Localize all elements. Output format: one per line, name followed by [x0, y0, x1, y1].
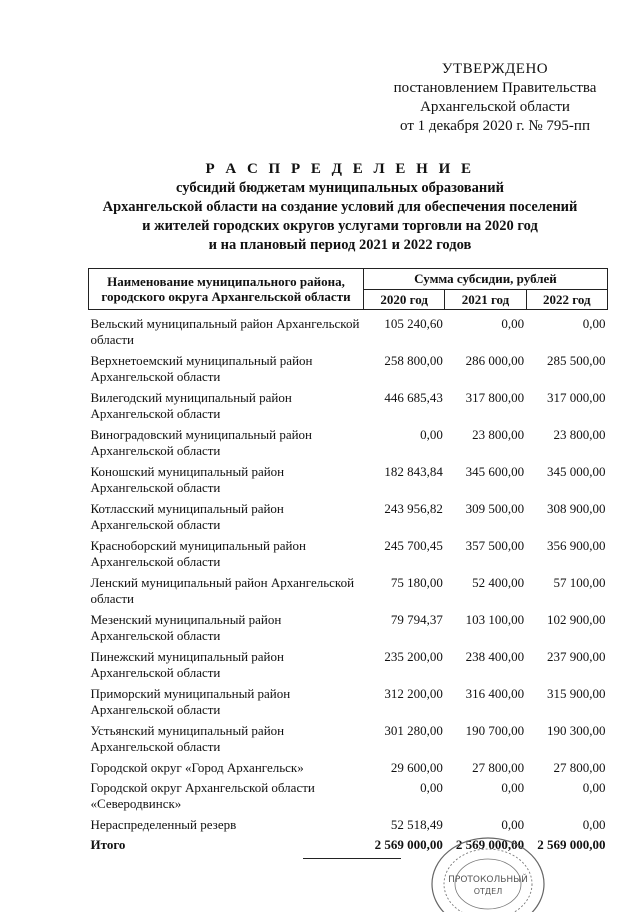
row-value-2021: 357 500,00 [465, 538, 525, 553]
row-name: Коношский муниципальный район Архангельской области [90, 464, 285, 495]
table-row [89, 390, 608, 427]
row-value-2020: 245 700,45 [384, 538, 443, 553]
row-value-2022: 285 500,00 [547, 353, 606, 368]
row-name: Красноборский муниципальный район Архангельской области [90, 538, 306, 569]
heading-line-3: и жителей городских округов услугами торговли на 2020 год [142, 218, 538, 234]
row-name: Устьянский муниципальный район Архангельской области [90, 723, 285, 754]
row-value-2020: 182 843,84 [384, 464, 443, 479]
row-value-2022: 345 000,00 [547, 464, 606, 479]
row-value-2021: 190 700,00 [465, 723, 525, 738]
table-row [89, 649, 608, 686]
row-value-2020: 79 794,37 [390, 612, 443, 627]
table-row [89, 501, 608, 538]
row-value-2020: 243 956,82 [384, 501, 443, 516]
row-value-2021: 0,00 [501, 817, 525, 832]
row-value-2020: 258 800,00 [384, 353, 443, 368]
office-stamp [428, 832, 548, 912]
row-value-2020: 52 518,49 [390, 817, 443, 832]
row-name: Виноградовский муниципальный район Архангельской области [90, 427, 313, 458]
row-value-2021: 286 000,00 [465, 353, 525, 368]
row-name: Мезенский муниципальный район Архангельской области [90, 612, 282, 643]
row-value-2020: 0,00 [420, 427, 443, 442]
approval-line-2: Архангельской области [420, 99, 570, 115]
row-value-2021: 0,00 [501, 780, 525, 795]
column-header-name: Наименование муниципального района, городского округа Архангельской области [89, 269, 364, 310]
table-row [89, 316, 608, 353]
row-value-2020: 0,00 [420, 780, 443, 795]
row-value-2022: 27 800,00 [553, 760, 606, 775]
row-name: Городской округ «Город Архангельск» [90, 760, 304, 775]
signature-line [303, 858, 401, 859]
row-value-2021: 52 400,00 [472, 575, 525, 590]
table-row [89, 353, 608, 390]
row-value-2021: 238 400,00 [465, 649, 525, 664]
column-header-sum: Сумма субсидии, рублей [363, 269, 607, 290]
row-value-2022: 356 900,00 [547, 538, 606, 553]
row-value-2021: 345 600,00 [465, 464, 525, 479]
table-row [89, 427, 608, 464]
row-name: Приморский муниципальный район Архангельской области [90, 686, 291, 717]
document-heading [60, 160, 620, 255]
row-value-2021: 103 100,00 [465, 612, 525, 627]
column-header-2020: 2020 год [363, 289, 444, 310]
row-name: Вельский муниципальный район Архангельской области [90, 316, 360, 347]
total-label: Итого [90, 837, 126, 852]
row-value-2022: 315 900,00 [547, 686, 606, 701]
approval-line-1: постановлением Правительства [393, 80, 597, 96]
row-value-2020: 235 200,00 [384, 649, 443, 664]
total-value-2022: 2 569 000,00 [537, 837, 606, 852]
row-value-2020: 446 685,43 [384, 390, 443, 405]
row-value-2020: 105 240,60 [384, 316, 443, 331]
row-value-2021: 23 800,00 [472, 427, 525, 442]
row-value-2021: 316 400,00 [465, 686, 525, 701]
heading-line-1: субсидий бюджетам муниципальных образований [176, 180, 504, 196]
subsidy-table [88, 268, 608, 857]
row-name: Вилегодский муниципальный район Архангельской области [90, 390, 292, 421]
row-name: Нераспределенный резерв [90, 817, 237, 832]
row-name: Ленский муниципальный район Архангельской области [90, 575, 355, 606]
row-name: Верхнетоемский муниципальный район Архангельской области [90, 353, 313, 384]
row-value-2022: 0,00 [582, 316, 606, 331]
row-value-2022: 23 800,00 [553, 427, 606, 442]
stamp-text: ОТДЕЛ [473, 887, 503, 896]
row-name: Котласский муниципальный район Архангельской области [90, 501, 284, 532]
column-header-2021: 2021 год [445, 289, 526, 310]
row-value-2020: 29 600,00 [390, 760, 443, 775]
stamp-text: ПРОТОКОЛЬНЫЙ [448, 875, 528, 885]
row-value-2021: 0,00 [501, 316, 525, 331]
row-value-2022: 0,00 [582, 780, 606, 795]
table-row [89, 723, 608, 760]
table-row [89, 760, 608, 780]
row-value-2022: 317 000,00 [547, 390, 606, 405]
approval-line-3: от 1 декабря 2020 г. № 795-пп [400, 118, 590, 134]
row-name: Городской округ Архангельской области «Северодвинск» [90, 780, 315, 811]
approval-title: УТВЕРЖДЕНО [441, 61, 549, 77]
row-value-2022: 102 900,00 [547, 612, 606, 627]
heading-line-4: и на плановый период 2021 и 2022 годов [208, 237, 472, 253]
row-value-2021: 27 800,00 [472, 760, 525, 775]
row-value-2022: 237 900,00 [547, 649, 606, 664]
table-row [89, 464, 608, 501]
table-row [89, 780, 608, 817]
row-value-2022: 190 300,00 [547, 723, 606, 738]
row-value-2020: 75 180,00 [390, 575, 443, 590]
table-row [89, 575, 608, 612]
table-row [89, 686, 608, 723]
table-row [89, 538, 608, 575]
row-value-2021: 317 800,00 [465, 390, 525, 405]
approval-block [360, 60, 630, 136]
heading-line-2: Архангельской области на создание условий для обеспечения поселений [102, 199, 578, 215]
row-value-2020: 312 200,00 [384, 686, 443, 701]
total-value-2020: 2 569 000,00 [374, 837, 443, 852]
row-value-2020: 301 280,00 [384, 723, 443, 738]
table-row [89, 612, 608, 649]
row-value-2022: 308 900,00 [547, 501, 606, 516]
column-header-2022: 2022 год [526, 289, 607, 310]
row-value-2022: 0,00 [582, 817, 606, 832]
row-name: Пинежский муниципальный район Архангельской области [90, 649, 284, 680]
row-value-2022: 57 100,00 [553, 575, 606, 590]
row-value-2021: 309 500,00 [465, 501, 525, 516]
heading-title: Р А С П Р Е Д Е Л Е Н И Е [205, 161, 475, 177]
total-value-2021: 2 569 000,00 [455, 837, 525, 852]
